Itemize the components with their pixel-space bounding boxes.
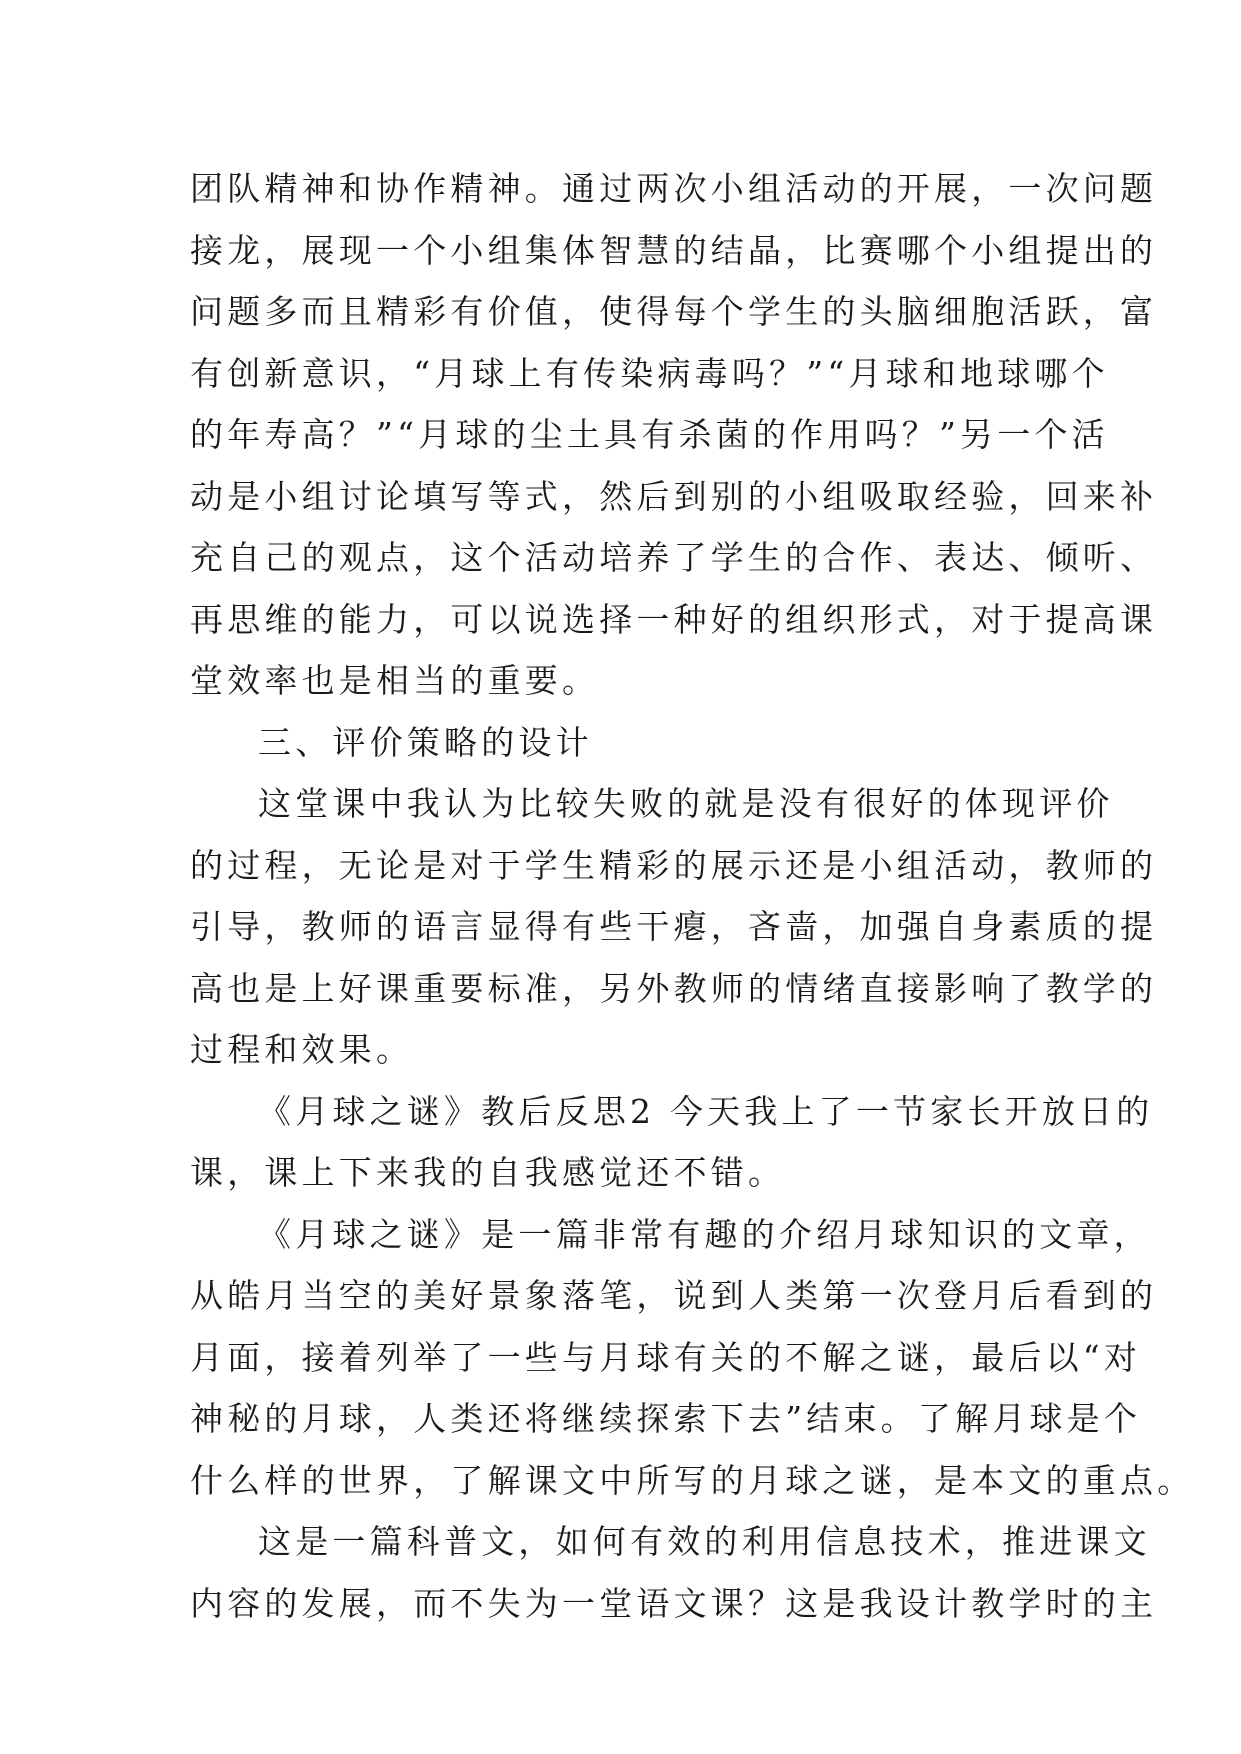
text-line: 《月球之谜》教后反思2 今天我上了一节家长开放日的 — [258, 1091, 1154, 1131]
text-line: 充自己的观点，这个活动培养了学生的合作、表达、倾听、 — [190, 538, 1158, 577]
text-line: 什么样的世界，了解课文中所写的月球之谜，是本文的重点。 — [190, 1460, 1195, 1500]
text-line: 问题多而且精彩有价值，使得每个学生的头脑细胞活跃，富 — [190, 292, 1158, 331]
text-line: 堂效率也是相当的重要。 — [190, 661, 600, 700]
text-line: 接龙，展现一个小组集体智慧的结晶，比赛哪个小组提出的 — [190, 230, 1158, 270]
text-line: 从皓月当空的美好景象落笔，说到人类第一次登月后看到的 — [190, 1276, 1158, 1315]
text-line: 这堂课中我认为比较失败的就是没有很好的体现评价 — [258, 784, 1114, 823]
text-line: 神秘的月球，人类还将继续探索下去”结束。了解月球是个 — [190, 1399, 1142, 1438]
text-line: 动是小组讨论填写等式，然后到别的小组吸取经验，回来补 — [190, 476, 1158, 516]
body-text — [190, 158, 1195, 1634]
text-line: 课，课上下来我的自我感觉还不错。 — [190, 1153, 786, 1192]
text-line: 《月球之谜》是一篇非常有趣的介绍月球知识的文章， — [258, 1214, 1151, 1254]
text-line: 的年寿高？”“月球的尘土具有杀菌的作用吗？”另一个活 — [190, 415, 1109, 454]
text-line: 这是一篇科普文，如何有效的利用信息技术，推进课文 — [258, 1522, 1151, 1561]
text-line: 再思维的能力，可以说选择一种好的组织形式，对于提高课 — [190, 599, 1158, 639]
text-line: 的过程，无论是对于学生精彩的展示还是小组活动，教师的 — [190, 845, 1158, 885]
text-line: 高也是上好课重要标准，另外教师的情绪直接影响了教学的 — [190, 968, 1158, 1008]
text-line: 团队精神和协作精神。通过两次小组活动的开展，一次问题 — [190, 169, 1158, 208]
text-line: 内容的发展，而不失为一堂语文课？这是我设计教学时的主 — [190, 1583, 1158, 1623]
text-line: 月面，接着列举了一些与月球有关的不解之谜，最后以“对 — [190, 1337, 1142, 1377]
text-line: 有创新意识，“月球上有传染病毒吗？”“月球和地球哪个 — [190, 353, 1109, 393]
text-line: 引导，教师的语言显得有些干瘪，吝啬，加强自身素质的提 — [190, 907, 1158, 946]
section-heading: 三、评价策略的设计 — [258, 722, 593, 762]
text-line: 过程和效果。 — [190, 1030, 414, 1069]
